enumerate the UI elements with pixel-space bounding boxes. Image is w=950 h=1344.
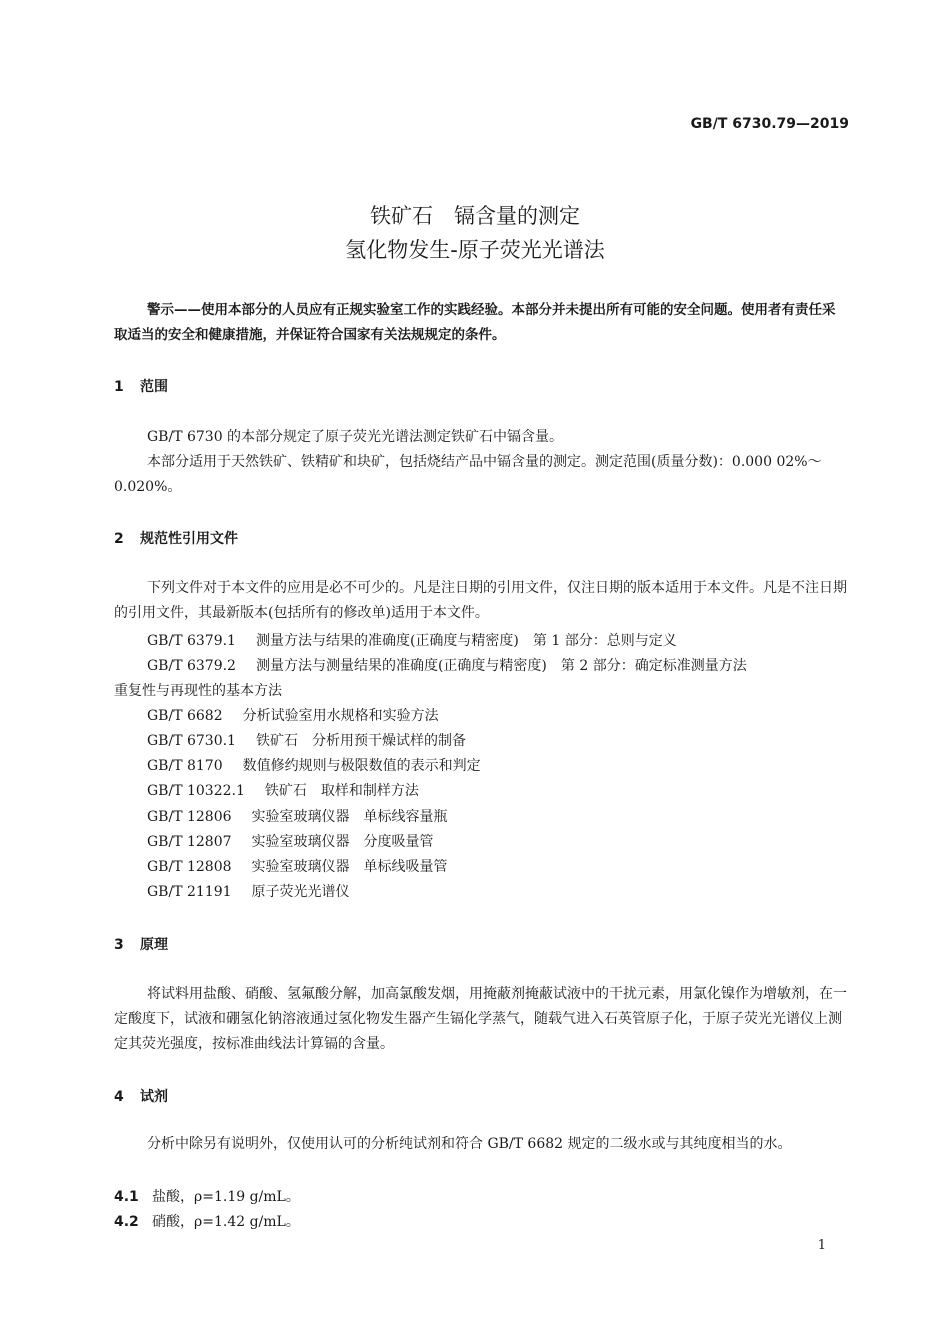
reference-code: GB/T 6682: [147, 708, 223, 724]
reagent-text: 硝酸，ρ=1.42 g/mL。: [152, 1214, 300, 1230]
section-title: 规范性引用文件: [140, 531, 238, 547]
page-number: 1: [817, 1238, 826, 1253]
section-2-intro: 下列文件对于本文件的应用是必不可少的。凡是注日期的引用文件，仅注日期的版本适用于本文件。凡是不注日期的引用文件，其最新版本(包括所有的修改单)适用于本文件。: [114, 580, 847, 621]
section-title: 范围: [140, 379, 168, 395]
reference-item: [147, 705, 881, 725]
section-1-paragraph-2: 本部分适用于天然铁矿、铁精矿和块矿，包括烧结产品中镉含量的测定。测定范围(质量分数)：0.000 02%～0.020%。: [114, 454, 822, 495]
reference-title: 分析试验室用水规格和实验方法: [242, 708, 439, 724]
reference-code: GB/T 8170: [147, 758, 223, 774]
reference-code: GB/T 6379.2: [147, 658, 236, 674]
title-line-2: 氢化物发生-原子荧光光谱法: [345, 238, 605, 262]
reference-code: GB/T 6379.1: [147, 633, 236, 649]
reference-item: [147, 856, 881, 876]
reference-title: 原子荧光光谱仪: [251, 884, 350, 900]
reference-code: GB/T 12807: [147, 834, 232, 850]
reference-title: 数值修约规则与极限数值的表示和判定: [242, 758, 481, 774]
reference-item: [147, 755, 881, 775]
section-number: 1: [114, 379, 124, 395]
section-number: 3: [114, 937, 124, 953]
reference-item: [147, 806, 881, 826]
section-title: 试剂: [140, 1089, 168, 1105]
section-4-paragraph: 分析中除另有说明外，仅使用认可的分析纯试剂和符合 GB/T 6682 规定的二级水或与其纯度相当的水。: [147, 1136, 792, 1152]
reference-title: 铁矿石 分析用预干燥试样的制备: [255, 733, 466, 749]
warning-paragraph: 警示——使用本部分的人员应有正规实验室工作的实践经验。本部分并未提出所有可能的安全问题。使用者有责任采取适当的安全和健康措施，并保证符合国家有关法规规定的条件。: [114, 302, 836, 343]
reference-title: 实验室玻璃仪器 分度吸量管: [251, 834, 434, 850]
section-number: 4: [114, 1089, 124, 1105]
reference-item: [147, 655, 881, 675]
reference-item: [147, 780, 881, 800]
reference-code: GB/T 12806: [147, 809, 232, 825]
section-4-heading: [114, 1086, 168, 1106]
reference-item-continuation: 重复性与再现性的基本方法: [114, 683, 282, 699]
section-1-heading: [114, 376, 168, 396]
reference-title: 测量方法与结果的准确度(正确度与精密度) 第 1 部分：总则与定义: [255, 633, 677, 649]
reagent-text: 盐酸，ρ=1.19 g/mL。: [152, 1189, 300, 1205]
standard-code: GB/T 6730.79—2019: [690, 116, 849, 132]
reference-code: GB/T 10322.1: [147, 783, 245, 799]
reference-item: [147, 630, 881, 650]
reference-item: [147, 730, 881, 750]
reference-item: [147, 881, 881, 901]
reference-title: 实验室玻璃仪器 单标线容量瓶: [251, 809, 448, 825]
section-number: 2: [114, 531, 124, 547]
reference-code: GB/T 6730.1: [147, 733, 236, 749]
reference-title: 测量方法与测量结果的准确度(正确度与精密度) 第 2 部分：确定标准测量方法: [255, 658, 747, 674]
reagent-item: [114, 1186, 300, 1206]
section-3-paragraph: 将试料用盐酸、硝酸、氢氟酸分解，加高氯酸发烟，用掩蔽剂掩蔽试液中的干扰元素，用氯化镍作为增敏剂，在一定酸度下，试液和硼氢化钠溶液通过氢化物发生器产生镉化学蒸气，随载气进入石英管原子化，于原子荧光光谱仪上测定其荧光强度，按标准曲线法计算镉的含量。: [114, 986, 847, 1052]
reagent-item: [114, 1211, 300, 1231]
reagent-number: 4.2: [114, 1214, 139, 1230]
reference-item: [147, 831, 881, 851]
section-title: 原理: [140, 937, 168, 953]
reference-code: GB/T 21191: [147, 884, 232, 900]
section-1-paragraph-1: GB/T 6730 的本部分规定了原子荧光光谱法测定铁矿石中镉含量。: [147, 429, 564, 445]
reagent-number: 4.1: [114, 1189, 139, 1205]
reference-code: GB/T 12808: [147, 859, 232, 875]
reference-title: 铁矿石 取样和制样方法: [264, 783, 419, 799]
section-2-heading: [114, 528, 238, 548]
reference-title: 实验室玻璃仪器 单标线吸量管: [251, 859, 448, 875]
section-3-heading: [114, 934, 168, 954]
title-line-1: 铁矿石 镉含量的测定: [370, 204, 580, 228]
